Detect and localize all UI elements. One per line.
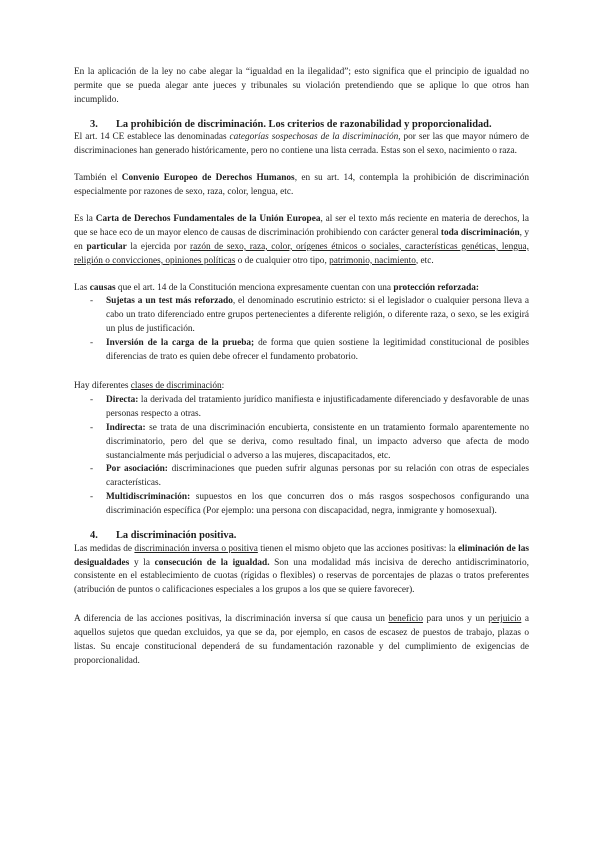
- text-run: se trata de una discriminación encubierta, consistente en un tratamiento formalo aparentemente no discriminatorio, pero del que se deriva, como resultado final, un impacto adverso que afecta de modo sustancialmente más perjudicial o adverso a las mujeres, discapacitados, etc.: [106, 422, 529, 461]
- paragraph-cedh: [74, 172, 529, 200]
- underlined-term: beneficio: [388, 614, 423, 625]
- text-run: la ejercida por: [126, 241, 190, 252]
- bold-term: toda discriminación: [440, 227, 520, 238]
- italic-term: categorías sospechosas de la discriminación: [229, 132, 399, 143]
- dash-bullet: -: [90, 394, 94, 405]
- list-item: [74, 337, 529, 365]
- text-run: Las medidas de: [74, 543, 135, 554]
- bold-term: particular: [86, 241, 127, 252]
- dash-bullet: -: [90, 422, 94, 433]
- text-run: la derivada del tratamiento jurídico manifiesta e injustificadamente diferenciado y desfavorable de unas personas respecto a otras.: [106, 394, 529, 419]
- list-item-content: [106, 422, 529, 464]
- underlined-term: perjuicio: [488, 614, 522, 625]
- document-page: [74, 66, 529, 669]
- bold-term: Carta de Derechos Fundamentales de la Unión Europea: [95, 213, 321, 224]
- list-proteccion-reforzada: [74, 295, 529, 365]
- text-run: supuestos en los que concurren dos o más rasgos sospechosos configurando una discriminación específica (Por ejemplo: una persona con discapacidad, negra, inmigrante y homosexual).: [106, 492, 529, 517]
- text-run: , al ser el texto más reciente en materia de derechos, la que se hace eco de un mayor elenco de causas de discriminación prohibiendo con carácter general: [74, 213, 530, 238]
- text-run: de forma que quien sostiene la legitimidad constitucional de posibles diferencias de trato es quien debe ofrecer el fundamento probatorio.: [106, 338, 529, 363]
- paragraph-art14: [74, 131, 529, 159]
- bold-term: Indirecta:: [106, 422, 146, 433]
- list-item-content: [106, 491, 529, 519]
- text-run: tienen el mismo objeto que las acciones positivas: la: [257, 543, 459, 554]
- dash-bullet: -: [90, 464, 94, 475]
- list-item: [74, 295, 529, 337]
- list-item-content: [106, 394, 529, 422]
- text-run: y la: [129, 557, 155, 568]
- paragraph-discriminacion-inversa: [74, 543, 529, 599]
- list-item: [74, 422, 529, 464]
- text-run: Son una modalidad más incisiva de derecho antidiscriminatorio, consistente en el establecimiento de cuotas (rígidas o flexibles) o reservas de porcentajes de plazas o tratos preferentes (atribución de puntos o calificaciones especiales a los grupos a los que se quiere favorecer).: [74, 557, 529, 596]
- list-item: [74, 491, 529, 519]
- text-run: A diferencia de las acciones positivas, la discriminación inversa sí que causa un: [74, 614, 389, 625]
- underlined-term: discriminación inversa o positiva: [134, 543, 258, 554]
- bold-term: consecución de la igualdad.: [154, 557, 270, 568]
- paragraph-diferencia-acciones: [74, 613, 529, 669]
- paragraph-causas: [74, 282, 529, 296]
- list-item-content: [106, 337, 529, 365]
- section-title: La discriminación positiva.: [116, 530, 237, 542]
- list-clases-discriminacion: [74, 394, 529, 519]
- underlined-term: clases de discriminación: [130, 381, 222, 391]
- text-run: , etc.: [415, 255, 434, 266]
- text-run: También el: [74, 173, 122, 184]
- underlined-term: razón de sexo, raza, color, orígenes étnicos o sociales, características genéticas, lengua, religión o convicciones, opiniones políticas: [74, 241, 529, 266]
- list-item: [74, 394, 529, 422]
- section-heading-4: [74, 529, 529, 543]
- section-heading-3: [74, 118, 529, 132]
- text-run: , el denominado escrutinio estricto: si el legislador o cualquier persona lleva a cabo un trato diferenciado entre grupos pertenecientes a diferente religión, o diferente raza, o sexo, se les exigirá un plus de justificación.: [106, 296, 529, 335]
- bold-term: Sujetas a un test más reforzado: [106, 296, 233, 307]
- text-run: , por ser las que mayor número de discriminaciones han generado históricamente, pero no contiene una lista cerrada. Estas son el sexo, nacimiento o raza.: [74, 132, 529, 157]
- bold-term: Por asociación:: [106, 464, 168, 475]
- text-run: para unos y un: [423, 614, 489, 625]
- text-run: o de cualquier otro tipo,: [235, 255, 330, 266]
- bold-term: Directa:: [106, 394, 139, 405]
- bold-term: causas: [89, 282, 116, 293]
- bold-term: Multidiscriminación:: [106, 492, 191, 503]
- paragraph-igualdad-ilegalidad: En la aplicación de la ley no cabe alegar la “igualdad en la ilegalidad”; esto significa que el principio de igualdad no permite que se pueda alegar ante jueces y tribunales su violación pretendiendo que se aplique lo que otros han incumplido.: [74, 67, 529, 105]
- text-run: , en su art. 14, contempla la prohibición de discriminación especialmente por razones de sexo, raza, color, lengua, etc.: [74, 173, 529, 198]
- list-item-content: [106, 295, 529, 337]
- paragraph-carta-ue: [74, 213, 529, 269]
- underlined-term: patrimonio, nacimiento: [329, 255, 416, 266]
- text-run: Las: [74, 282, 90, 293]
- section-title: La prohibición de discriminación. Los criterios de razonabilidad y proporcionalidad.: [116, 118, 492, 130]
- section-number: 3.: [90, 118, 98, 130]
- list-item: [74, 463, 529, 491]
- bold-term: Inversión de la carga de la prueba;: [106, 338, 255, 349]
- paragraph-clases: [74, 380, 529, 394]
- text-run: Es la: [74, 213, 96, 224]
- text-run: que el art. 14 de la Constitución menciona expresamente cuentan con una: [115, 282, 394, 293]
- bold-term: Convenio Europeo de Derechos Humanos: [121, 173, 295, 184]
- dash-bullet: -: [90, 296, 94, 307]
- bold-term: protección reforzada:: [393, 282, 479, 293]
- list-item-content: [106, 463, 529, 491]
- section-number: 4.: [90, 530, 98, 542]
- dash-bullet: -: [90, 492, 94, 503]
- text-run: a aquellos sujetos que quedan excluidos, ya que se da, por ejemplo, en casos de escasez de puestos de trabajo, plazas o listas. Su encaje constitucional dependerá de su fundamentación razonable y del cumplimiento de exigencias de proporcionalidad.: [74, 614, 530, 666]
- text-run: El art. 14 CE establece las denominadas: [74, 132, 230, 143]
- text-run: Hay diferentes: [74, 381, 131, 391]
- text-run: , y en: [74, 227, 529, 252]
- text-run: discriminaciones que pueden sufrir algunas personas por su relación con otras de especiales características.: [106, 464, 529, 489]
- text-run: :: [221, 381, 225, 391]
- dash-bullet: -: [90, 338, 94, 349]
- bold-term: eliminación de las desigualdades: [74, 543, 529, 568]
